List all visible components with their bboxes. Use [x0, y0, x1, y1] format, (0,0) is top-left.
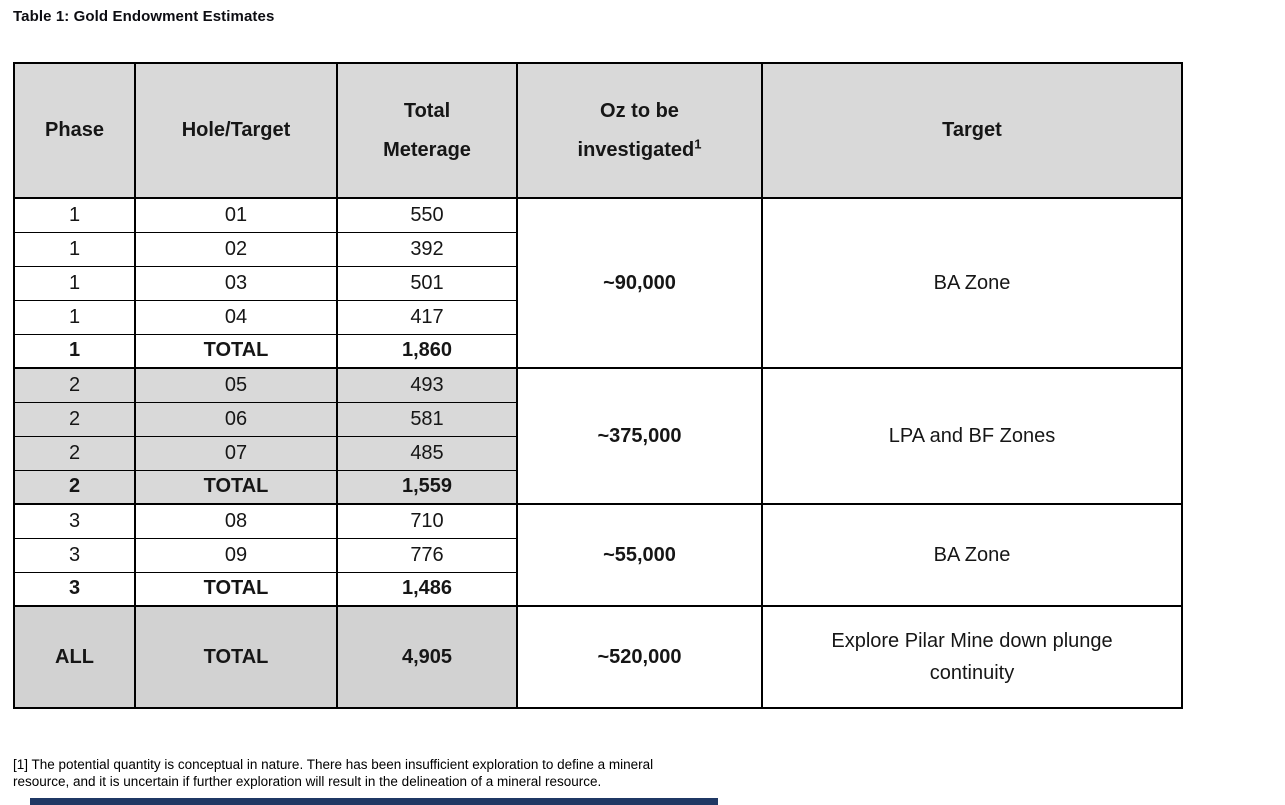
- oz-header-line2: investigated: [577, 138, 695, 161]
- cell-hole: 08: [135, 504, 337, 538]
- cell-phase: 1: [14, 232, 135, 266]
- cell-phase-all: ALL: [14, 606, 135, 708]
- grand-total-row: [14, 606, 1182, 708]
- cell-phase: 2: [14, 368, 135, 402]
- cell-phase: 2: [14, 470, 135, 504]
- cell-oz-all: ~520,000: [517, 606, 762, 708]
- cell-meterage: 1,559: [337, 470, 517, 504]
- col-header-hole-target: Hole/Target: [135, 63, 337, 198]
- cell-phase: 3: [14, 572, 135, 606]
- cell-phase: 1: [14, 266, 135, 300]
- cell-meterage: 501: [337, 266, 517, 300]
- cell-phase: 2: [14, 436, 135, 470]
- cell-hole: 03: [135, 266, 337, 300]
- cell-target-phase1: BA Zone: [762, 198, 1182, 368]
- meterage-header-line1: Total: [403, 99, 451, 122]
- table-row: [14, 504, 1182, 538]
- gold-endowment-table: [13, 62, 1183, 709]
- cell-phase: 3: [14, 504, 135, 538]
- cell-hole: 09: [135, 538, 337, 572]
- cell-hole: 05: [135, 368, 337, 402]
- table-row: [14, 368, 1182, 402]
- cell-target-phase2: LPA and BF Zones: [762, 368, 1182, 504]
- cell-oz-phase1: ~90,000: [517, 198, 762, 368]
- cell-hole: 01: [135, 198, 337, 232]
- meterage-header-line2: Meterage: [383, 138, 471, 161]
- cell-meterage: 1,860: [337, 334, 517, 368]
- footnote-line-1: [1] The potential quantity is conceptual in nature. There has been insufficient exploration to define a mineral: [13, 757, 654, 772]
- cell-meterage: 550: [337, 198, 517, 232]
- col-header-total-meterage: [337, 63, 517, 198]
- cell-phase: 1: [14, 334, 135, 368]
- cell-meterage-all: 4,905: [337, 606, 517, 708]
- cell-meterage: 493: [337, 368, 517, 402]
- cell-phase: 1: [14, 300, 135, 334]
- cell-meterage: 392: [337, 232, 517, 266]
- cell-meterage: 581: [337, 402, 517, 436]
- cutoff-element-bar: [30, 798, 718, 805]
- cell-meterage: 1,486: [337, 572, 517, 606]
- cell-hole: 06: [135, 402, 337, 436]
- cell-phase: 2: [14, 402, 135, 436]
- footnote-ref-superscript: 1: [694, 135, 702, 151]
- cell-meterage: 710: [337, 504, 517, 538]
- cell-phase: 3: [14, 538, 135, 572]
- cell-hole: 02: [135, 232, 337, 266]
- oz-header-line1: Oz to be: [600, 99, 679, 122]
- cell-meterage: 417: [337, 300, 517, 334]
- cell-phase: 1: [14, 198, 135, 232]
- cell-oz-phase2: ~375,000: [517, 368, 762, 504]
- table-row: [14, 198, 1182, 232]
- cell-meterage: 776: [337, 538, 517, 572]
- cell-target-phase3: BA Zone: [762, 504, 1182, 606]
- cell-hole: 04: [135, 300, 337, 334]
- cell-meterage: 485: [337, 436, 517, 470]
- footnote: [13, 756, 893, 790]
- cell-hole: 07: [135, 436, 337, 470]
- col-header-oz-investigated: [517, 63, 762, 198]
- cell-hole: TOTAL: [135, 470, 337, 504]
- cell-oz-phase3: ~55,000: [517, 504, 762, 606]
- cell-hole: TOTAL: [135, 334, 337, 368]
- cell-hole: TOTAL: [135, 572, 337, 606]
- cell-hole-all: TOTAL: [135, 606, 337, 708]
- col-header-phase: Phase: [14, 63, 135, 198]
- footnote-line-2: resource, and it is uncertain if further exploration will result in the delineation of a mineral resource.: [13, 774, 602, 789]
- header-row: [14, 63, 1182, 198]
- col-header-target: Target: [762, 63, 1182, 198]
- cell-target-all: Explore Pilar Mine down plunge continuity: [762, 606, 1182, 708]
- page-title: Table 1: Gold Endowment Estimates: [13, 8, 275, 25]
